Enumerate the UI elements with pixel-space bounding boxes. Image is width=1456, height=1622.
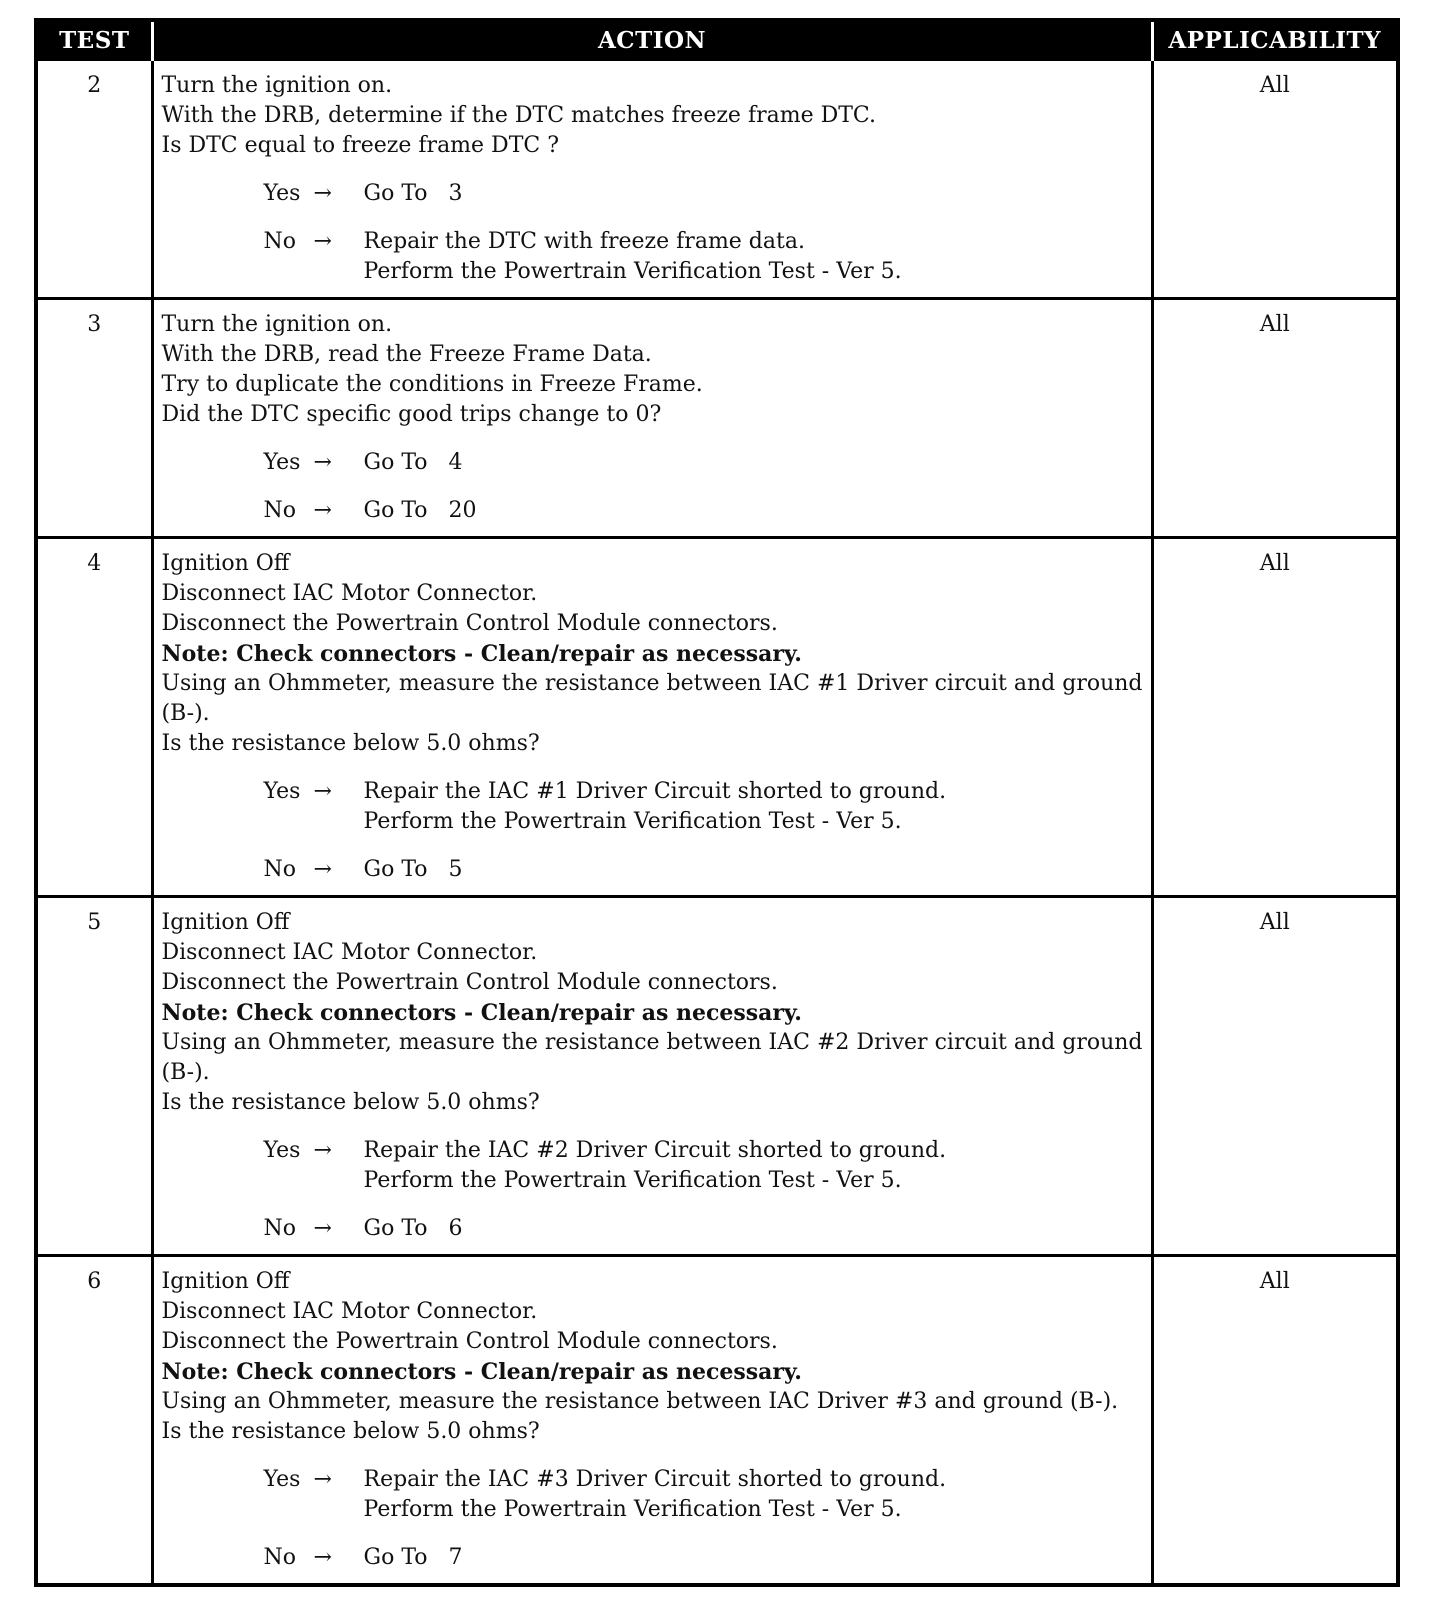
applicability-cell: All	[1152, 897, 1396, 1256]
arrow-right-icon: →	[313, 450, 332, 475]
action-step: With the DRB, read the Freeze Frame Data.	[161, 342, 652, 367]
action-step: Disconnect the Powertrain Control Module connectors.	[161, 611, 778, 636]
action-step: Ignition Off	[161, 551, 290, 576]
arrow-right-icon: →	[313, 1216, 332, 1241]
action-step: Disconnect the Powertrain Control Module connectors.	[161, 1329, 778, 1354]
action-note: Note: Check connectors - Clean/repair as necessary.	[161, 1359, 802, 1385]
action-step: Is the resistance below 5.0 ohms?	[161, 731, 540, 756]
action-step: Ignition Off	[161, 1269, 290, 1294]
outcome-result-line: Go To 6	[363, 1216, 463, 1241]
header-applicability: APPLICABILITY	[1152, 22, 1396, 60]
outcome-result	[364, 1136, 1143, 1196]
outcome-no	[264, 855, 1143, 885]
outcome-answer: Yes	[263, 1467, 301, 1492]
outcome-answer: Yes	[263, 181, 301, 206]
action-step: Did the DTC specific good trips change to 0?	[161, 402, 662, 427]
outcome-result-line: Perform the Powertrain Verification Test - Ver 5.	[363, 1168, 902, 1193]
header-row	[38, 22, 1396, 60]
outcome-no	[264, 496, 1143, 526]
applicability-cell: All	[1152, 538, 1396, 897]
diagnostic-test-table	[34, 18, 1400, 1587]
outcome-result	[364, 855, 1143, 885]
action-step: Try to duplicate the conditions in Freeze Frame.	[161, 372, 703, 397]
action-step: Is the resistance below 5.0 ohms?	[161, 1419, 540, 1444]
outcome-yes	[264, 1465, 1143, 1525]
action-note: Note: Check connectors - Clean/repair as necessary.	[161, 1000, 802, 1026]
outcome-yes	[264, 1136, 1143, 1196]
outcome-no	[264, 227, 1143, 287]
outcome-result-line: Go To 7	[363, 1545, 463, 1570]
action-note: Note: Check connectors - Clean/repair as necessary.	[161, 641, 802, 667]
outcome-result-line: Repair the IAC #3 Driver Circuit shorted to ground.	[363, 1467, 947, 1492]
applicability-cell: All	[1152, 1256, 1396, 1584]
action-cell	[152, 299, 1152, 538]
action-step: Using an Ohmmeter, measure the resistance between IAC #1 Driver circuit and ground (B-).	[161, 671, 1143, 726]
outcome-answer: No	[263, 229, 296, 254]
action-cell	[152, 1256, 1152, 1584]
action-step: Using an Ohmmeter, measure the resistance between IAC Driver #3 and ground (B-).	[161, 1389, 1119, 1414]
outcome-result-line: Go To 20	[363, 498, 477, 523]
outcome-result-line: Perform the Powertrain Verification Test - Ver 5.	[363, 259, 902, 284]
outcome-result-line: Repair the IAC #1 Driver Circuit shorted to ground.	[363, 779, 947, 804]
applicability-cell: All	[1152, 299, 1396, 538]
action-step: Is the resistance below 5.0 ohms?	[161, 1090, 540, 1115]
outcome-answer: Yes	[263, 1138, 301, 1163]
table-row	[38, 897, 1396, 1256]
table-row	[38, 299, 1396, 538]
outcome-result-line: Perform the Powertrain Verification Test - Ver 5.	[363, 1497, 902, 1522]
action-step: Is DTC equal to freeze frame DTC ?	[161, 133, 559, 158]
outcome-result	[364, 1214, 1143, 1244]
test-table	[38, 22, 1396, 1583]
arrow-right-icon: →	[313, 857, 332, 882]
outcome-result	[364, 496, 1143, 526]
outcome-answer: Yes	[263, 779, 301, 804]
arrow-right-icon: →	[313, 181, 332, 206]
arrow-right-icon: →	[313, 1138, 332, 1163]
outcome-result-line: Go To 4	[363, 450, 463, 475]
outcome-result-line: Go To 3	[363, 181, 463, 206]
header-action: ACTION	[152, 22, 1152, 60]
action-step: With the DRB, determine if the DTC matches freeze frame DTC.	[161, 103, 876, 128]
action-step: Turn the ignition on.	[161, 73, 393, 98]
header-test: TEST	[38, 22, 152, 60]
outcome-yes	[264, 777, 1143, 837]
arrow-right-icon: →	[313, 498, 332, 523]
outcome-answer: No	[263, 857, 296, 882]
outcome-result	[364, 777, 1143, 837]
arrow-right-icon: →	[313, 229, 332, 254]
outcome-result	[364, 1465, 1143, 1525]
action-step: Disconnect IAC Motor Connector.	[161, 1299, 538, 1324]
test-number: 3	[38, 299, 152, 538]
action-step: Disconnect the Powertrain Control Module connectors.	[161, 970, 778, 995]
table-row	[38, 60, 1396, 299]
test-number: 2	[38, 60, 152, 299]
table-body	[38, 60, 1396, 1584]
table-row	[38, 1256, 1396, 1584]
action-step: Disconnect IAC Motor Connector.	[161, 581, 538, 606]
arrow-right-icon: →	[313, 1545, 332, 1570]
test-number: 5	[38, 897, 152, 1256]
outcome-result-line: Go To 5	[363, 857, 463, 882]
outcome-no	[264, 1214, 1143, 1244]
outcome-answer: No	[263, 498, 296, 523]
action-step: Ignition Off	[161, 910, 290, 935]
outcome-yes	[264, 179, 1143, 209]
outcome-no	[264, 1543, 1143, 1573]
test-number: 6	[38, 1256, 152, 1584]
outcome-answer: Yes	[263, 450, 301, 475]
action-cell	[152, 60, 1152, 299]
outcome-result	[364, 448, 1143, 478]
outcome-yes	[264, 448, 1143, 478]
table-row	[38, 538, 1396, 897]
action-cell	[152, 897, 1152, 1256]
outcome-result	[364, 1543, 1143, 1573]
outcome-result	[364, 179, 1143, 209]
outcome-result-line: Repair the IAC #2 Driver Circuit shorted to ground.	[363, 1138, 947, 1163]
arrow-right-icon: →	[313, 779, 332, 804]
outcome-answer: No	[263, 1545, 296, 1570]
action-step: Using an Ohmmeter, measure the resistance between IAC #2 Driver circuit and ground (B-).	[161, 1030, 1143, 1085]
outcome-result	[364, 227, 1143, 287]
applicability-cell: All	[1152, 60, 1396, 299]
action-step: Disconnect IAC Motor Connector.	[161, 940, 538, 965]
arrow-right-icon: →	[313, 1467, 332, 1492]
test-number: 4	[38, 538, 152, 897]
outcome-result-line: Perform the Powertrain Verification Test - Ver 5.	[363, 809, 902, 834]
outcome-result-line: Repair the DTC with freeze frame data.	[363, 229, 805, 254]
outcome-answer: No	[263, 1216, 296, 1241]
action-cell	[152, 538, 1152, 897]
action-step: Turn the ignition on.	[161, 312, 393, 337]
